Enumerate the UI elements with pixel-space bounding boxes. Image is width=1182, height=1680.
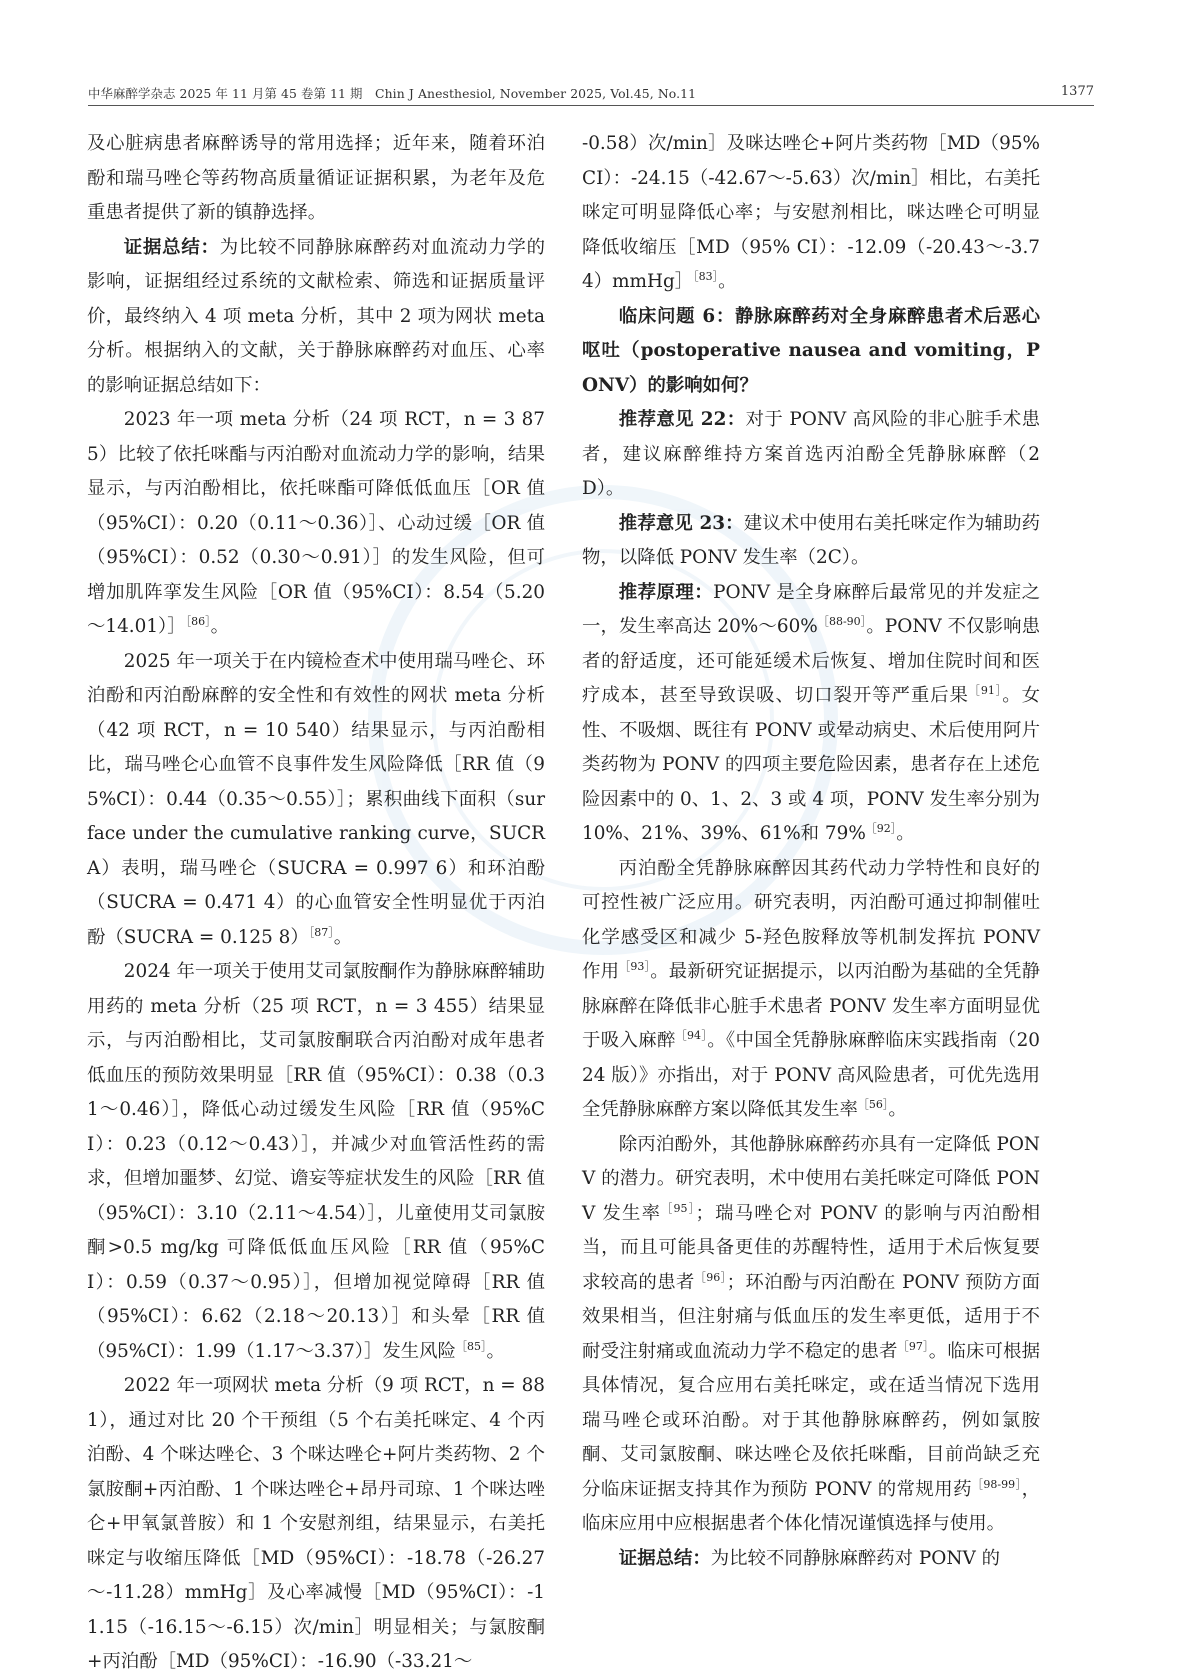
citation-ref: ［87］ <box>308 925 334 939</box>
evidence-summary-label: 证据总结： <box>123 236 220 258</box>
citation-ref: ［98-99］ <box>971 1477 1022 1491</box>
evidence-summary-paragraph: 证据总结：为比较不同静脉麻醉药对血流动力学的影响，证据组经过系统的文献检索、筛选和证据质量评价，最终纳入 4 项 meta 分析，其中 2 项为网状 meta 分析。根据纳入的文献，关于静脉麻醉药对血压、心率的影响证据总结如下： <box>87 236 545 396</box>
evidence-summary-paragraph: 证据总结：为比较不同静脉麻醉药对 PONV 的 <box>618 1547 1000 1569</box>
citation-ref: ［97］ <box>897 1339 929 1353</box>
citation-ref: ［91］ <box>968 684 1003 697</box>
evidence-summary-label: 证据总结： <box>618 1547 711 1569</box>
citation-ref: ［86］ <box>185 615 211 628</box>
paragraph-2024-meta: 2024 年一项关于使用艾司氯胺酮作为静脉麻醉辅助用药的 meta 分析（25 项 RCT，n = 3 455）结果显示，与丙泊酚相比，艾司氯胺酮联合丙泊酚对成年患者低血压的预防效果明显［RR 值（95%CI）：0.38（0.31～0.46）］，降低心动过缓发生风险［RR 值（95%CI）：0.23（0.12～0.43）］，并减少对血管活性药的需求，但增加噩梦、幻觉、谵妄等症状发生的风险［RR 值（95%CI）：3.10（2.11～4.54）］，儿童使用艾司氯胺酮>0.5 mg/kg 可降低低血压风险［RR 值（95%CI）：0.59（0.37～0.95）］，但增加视觉障碍［RR 值（95%CI）：6.62（2.18～20.13）］和头晕［RR 值（95%CI）：1.99（1.17～3.37）］发生风险$^{[85]}$。 <box>87 961 545 1362</box>
recommendation-label: 推荐意见 23： <box>618 512 744 534</box>
recommendation-rationale: 推荐原理：PONV 是全身麻醉后最常见的并发症之一，发生率高达 20%～60%$^{[88-90]}$。PONV 不仅影响患者的舒适度，还可能延缓术后恢复、增加住院时间和医疗成本，甚至导致误吸、切口裂开等严重后果$^{[91]}$。女性、不吸烟、既往有 PONV 或晕动病史、术后使用阿片类药物为 PONV 的四项主要危险因素，患者存在上述危险因素中的 0、1、2、3 或 4 项，PONV 发生率分别为 10%、21%、39%、61%和 79%$^{[92]}$。 <box>582 581 1040 844</box>
recommendation-22: 推荐意见 22：对于 PONV 高风险的非心脏手术患者，建议麻醉维持方案首选丙泊酚全凭静脉麻醉（2D）。 <box>582 409 1040 499</box>
paragraph-2025-network-meta: 2025 年一项关于在内镜检查术中使用瑞马唑仑、环泊酚和丙泊酚麻醉的安全性和有效性的网状 meta 分析（42 项 RCT，n = 10 540）结果显示，与丙泊酚相比，瑞马唑仑心血管不良事件发生风险降低［RR 值（95%CI）：0.44（0.35～0.55）］；累积曲线下面积（surface under the cumulative ranking curve，SUCRA）表明，瑞马唑仑（SUCRA = 0.997 6）和环泊酚（SUCRA = 0.471 4）的心血管安全性明显优于丙泊酚（SUCRA = 0.125 8）$^{[87]}$。 <box>87 650 545 948</box>
citation-ref: ［96］ <box>694 1270 727 1284</box>
journal-citation: 中华麻醉学杂志 2025 年 11 月第 45 卷第 11 期 Chin J Anesthesiol, November 2025, Vol.45, No.11 <box>88 86 697 101</box>
citation-ref: ［56］ <box>857 1098 889 1111</box>
citation-ref: ［94］ <box>675 1029 708 1042</box>
citation-ref: ［95］ <box>661 1201 696 1215</box>
paragraph-2022-network-meta: 2022 年一项网状 meta 分析（9 项 RCT，n = 881），通过对比 20 个干预组（5 个右美托咪定、4 个丙泊酚、4 个咪达唑仑、3 个咪达唑仑+阿片类药物、2 个氯胺酮+丙泊酚、1 个咪达唑仑+昂丹司琼、1 个咪达唑仑+甲氧氯普胺）和 1 个安慰剂组，结果显示，右美托咪定与收缩压降低［MD（95%CI）：-18.78（-26.27～-11.28）mmHg］及心率减慢［MD（95%CI）：-11.15（-16.15～-6.15）次/min］明显相关；与氯胺酮+丙泊酚［MD（95%CI）：-16.90（-33.21～ <box>87 1375 545 1672</box>
rationale-label: 推荐原理： <box>618 581 714 603</box>
recommendation-23: 推荐意见 23：建议术中使用右美托咪定作为辅助药物，以降低 PONV 发生率（2C）。 <box>582 512 1040 568</box>
left-column <box>87 127 545 1680</box>
citation-ref: ［92］ <box>865 822 897 835</box>
paragraph-2023-meta: 2023 年一项 meta 分析（24 项 RCT，n = 3 875）比较了依托咪酯与丙泊酚对血流动力学的影响，结果显示，与丙泊酚相比，依托咪酯可降低低血压［OR 值（95%CI）：0.20（0.11～0.36）］、心动过缓［OR 值（95%CI）：0.52（0.30～0.91）］的发生风险，但可增加肌阵挛发生风险［OR 值（95%CI）：8.54（5.20～14.01）］$^{[86]}$。 <box>87 409 545 637</box>
recommendation-label: 推荐意见 22： <box>618 409 746 430</box>
citation-ref: ［88-90］ <box>817 615 867 628</box>
citation-ref: ［85］ <box>455 1339 487 1353</box>
citation-ref: ［93］ <box>619 960 651 973</box>
paragraph-propofol-tiva: 丙泊酚全凭静脉麻醉因其药代动力学特性和良好的可控性被广泛应用。研究表明，丙泊酚可通过抑制催吐化学感受区和减少 5-羟色胺释放等机制发挥抗 PONV 作用$^{[93]}$。最新研究证据提示，以丙泊酚为基础的全凭静脉麻醉在降低非心脏手术患者 PONV 发生率方面明显优于吸入麻醉$^{[94]}$。《中国全凭静脉麻醉临床实践指南（2024 版）》亦指出，对于 PONV 高风险患者，可优先选用全凭静脉麻醉方案以降低其发生率$^{[56]}$。 <box>582 857 1041 1120</box>
paragraph-continuation: 及心脏病患者麻醉诱导的常用选择；近年来，随着环泊酚和瑞马唑仑等药物高质量循证证据积累，为老年及危重患者提供了新的镇静选择。 <box>87 133 545 223</box>
paragraph-other-agents: 除丙泊酚外，其他静脉麻醉药亦具有一定降低 PONV 的潜力。研究表明，术中使用右美托咪定可降低 PONV 发生率$^{[95]}$；瑞马唑仑对 PONV 的影响与丙泊酚相当，而且可能具备更佳的苏醒特性，适用于术后恢复要求较高的患者$^{[96]}$；环泊酚与丙泊酚在 PONV 预防方面效果相当，但注射痛与低血压的发生率更低，适用于不耐受注射痛或血流动力学不稳定的患者$^{[97]}$。临床可根据具体情况，复合应用右美托咪定，或在适当情况下选用瑞马唑仑或环泊酚。对于其他静脉麻醉药，例如氯胺酮、艾司氯胺酮、咪达唑仑及依托咪酯，目前尚缺乏充分临床证据支持其作为预防 PONV 的常规用药$^{[98-99]}$，临床应用中应根据患者个体化情况谨慎选择与使用。 <box>582 1133 1040 1534</box>
citation-ref: ［83］ <box>693 270 719 283</box>
paragraph-continuation: -0.58）次/min］及咪达唑仑+阿片类药物［MD（95%CI）：-24.15（-42.67～-5.63）次/min］相比，右美托咪定可明显降低心率；与安慰剂相比，咪达唑仑可明显降低收缩压［MD（95% CI）：-12.09（-20.43～-3.74）mmHg］$^{[83]}$。 <box>582 133 1040 292</box>
running-header <box>88 82 1094 106</box>
page-number: 1377 <box>1060 84 1094 99</box>
clinical-question-6-heading: 临床问题 6：静脉麻醉药对全身麻醉患者术后恶心呕吐（postoperative nausea and vomiting，PONV）的影响如何？ <box>582 305 1040 396</box>
right-column <box>582 127 1040 1576</box>
